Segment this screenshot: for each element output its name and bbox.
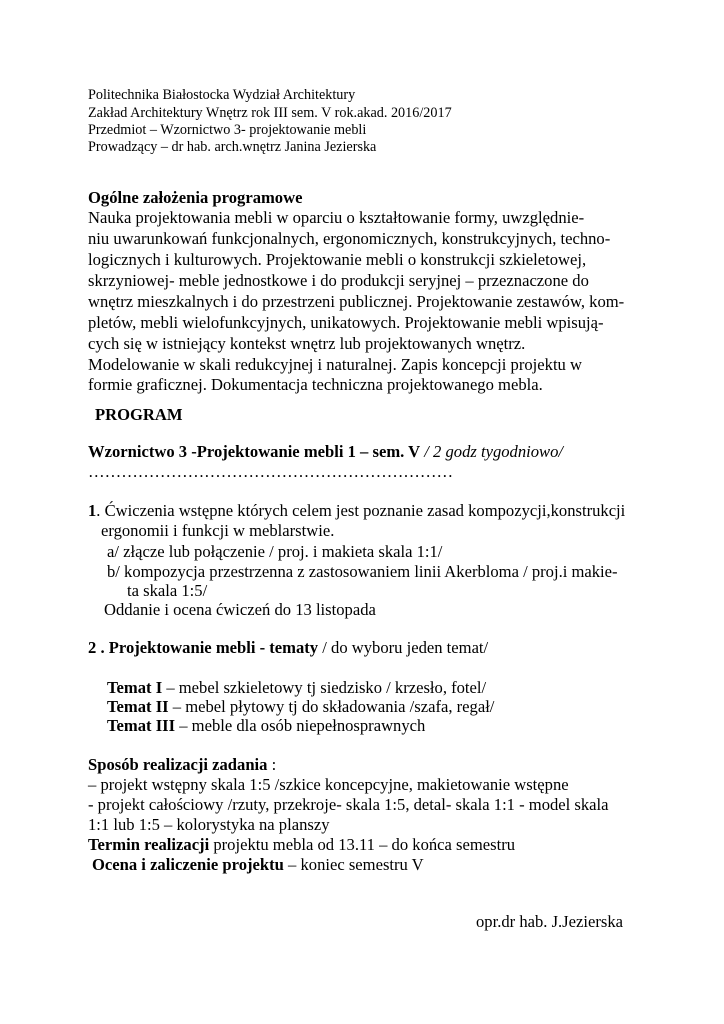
- header-department: Zakład Architektury Wnętrz rok III sem. V rok.akad. 2016/2017: [88, 105, 452, 121]
- realization-colon: :: [267, 755, 277, 774]
- header-subject: Przedmiot – Wzornictwo 3- projektowanie mebli: [88, 122, 367, 138]
- section1-deadline: Oddanie i ocena ćwiczeń do 13 listopada: [104, 600, 376, 619]
- section1-line: [88, 501, 625, 521]
- section2-subtitle: / do wyboru jeden temat/: [318, 638, 489, 657]
- general-line: pletów, mebli wielofunkcyjnych, unikatowych. Projektowanie mebli wpisują-: [88, 313, 604, 332]
- section1-number: 1: [88, 501, 97, 520]
- section1-text: . Ćwiczenia wstępne których celem jest poznanie zasad kompozycji,konstrukcji: [96, 501, 626, 520]
- topic-desc: – mebel płytowy tj do składowania /szafa, regał/: [168, 697, 495, 716]
- course-line: [88, 442, 563, 462]
- topic-label: Temat II: [107, 697, 169, 716]
- general-line: Modelowanie w skali redukcyjnej i naturalnej. Zapis koncepcji projektu w: [88, 355, 582, 374]
- header-lecturer: Prowadzący – dr hab. arch.wnętrz Janina Jezierska: [88, 139, 377, 155]
- section1-item-b-cont: ta skala 1:5/: [127, 581, 208, 600]
- section1-item-b: b/ kompozycja przestrzenna z zastosowaniem linii Akerbloma / proj.i makie-: [107, 562, 618, 581]
- dotted-separator: …………………………………………………………: [88, 462, 454, 481]
- topic-desc: – mebel szkieletowy tj siedzisko / krzesło, fotel/: [162, 678, 487, 697]
- topic-item: [107, 716, 425, 736]
- topic-label: Temat I: [107, 678, 163, 697]
- course-hours: / 2 godz tygodniowo/: [420, 442, 564, 461]
- term-label: Termin realizacji: [88, 835, 210, 854]
- topic-desc: – meble dla osób niepełnosprawnych: [175, 716, 426, 735]
- general-line: cych się w istniejący kontekst wnętrz lub projektowanych wnętrz.: [88, 334, 526, 353]
- general-title: Ogólne założenia programowe: [88, 188, 303, 207]
- section2-title-line: [88, 638, 488, 658]
- realization-line: 1:1 lub 1:5 – kolorystyka na planszy: [88, 815, 330, 834]
- general-line: skrzyniowej- meble jednostkowe i do produkcji seryjnej – przeznaczone do: [88, 271, 589, 290]
- general-line: formie graficznej. Dokumentacja techniczna projektowanego mebla.: [88, 375, 543, 394]
- program-heading: PROGRAM: [95, 405, 183, 424]
- general-line: logicznych i kulturowych. Projektowanie mebli o konstrukcji szkieletowej,: [88, 250, 587, 269]
- section2-title: 2 . Projektowanie mebli - tematy: [88, 638, 319, 657]
- grade-label: Ocena i zaliczenie projektu: [92, 855, 284, 874]
- general-line: wnętrz mieszkalnych i do przestrzeni publicznej. Projektowanie zestawów, kom-: [88, 292, 625, 311]
- course-title: Wzornictwo 3 -Projektowanie mebli 1 – sem. V: [88, 442, 421, 461]
- grade-text: – koniec semestru V: [283, 855, 424, 874]
- grade-line: [92, 855, 424, 875]
- section1-line2: ergonomii i funkcji w meblarstwie.: [101, 521, 335, 540]
- header-university: Politechnika Białostocka Wydział Architektury: [88, 87, 356, 103]
- term-text: projektu mebla od 13.11 – do końca semestru: [209, 835, 516, 854]
- topic-label: Temat III: [107, 716, 176, 735]
- section1-item-a: a/ złącze lub połączenie / proj. i makieta skala 1:1/: [107, 542, 443, 561]
- signature: opr.dr hab. J.Jezierska: [476, 912, 623, 931]
- realization-line: - projekt całościowy /rzuty, przekroje- skala 1:5, detal- skala 1:1 - model skala: [88, 795, 609, 814]
- general-line: Nauka projektowania mebli w oparciu o kształtowanie formy, uwzględnie-: [88, 208, 585, 227]
- term-line: [88, 835, 515, 855]
- topic-item: [107, 697, 494, 717]
- topic-item: [107, 678, 486, 698]
- realization-title: Sposób realizacji zadania: [88, 755, 268, 774]
- realization-line: – projekt wstępny skala 1:5 /szkice koncepcyjne, makietowanie wstępne: [88, 775, 569, 794]
- realization-title-line: [88, 755, 276, 775]
- general-line: niu uwarunkowań funkcjonalnych, ergonomicznych, konstrukcyjnych, techno-: [88, 229, 611, 248]
